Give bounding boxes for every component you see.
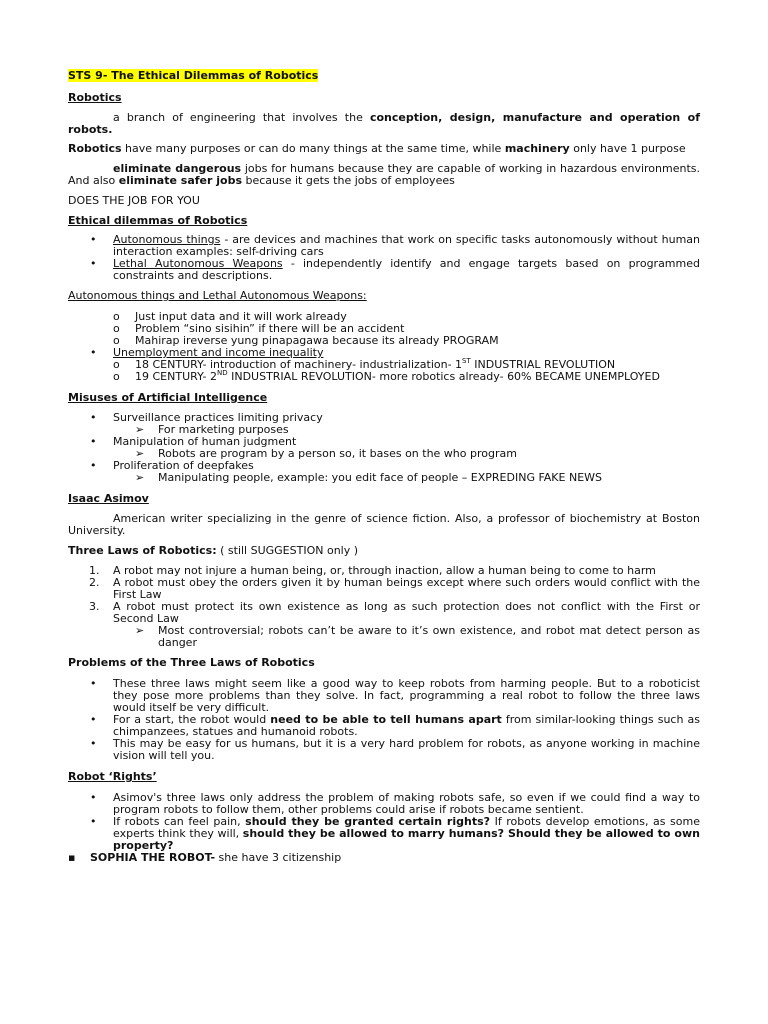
problems-list <box>68 678 700 762</box>
list-item-text: Mahirap ireverse yung pinapagawa because its already PROGRAM <box>135 334 499 347</box>
list-item-text: This may be easy for us humans, but it is a very hard problem for robots, as anyone working in machine vision will tell you. <box>113 737 700 762</box>
list-item-text: A robot must protect its own existence as long as such protection does not conflict with the First or Second Law <box>113 600 700 625</box>
list-item <box>90 713 700 738</box>
list-item <box>89 600 700 625</box>
list-item-bold: should they be allowed to marry humans? Should they be allowed to own property? <box>113 827 700 852</box>
sophia-text: she have 3 citizenship <box>215 851 342 864</box>
robotics-definition-text: a branch of engineering that involves the <box>113 111 370 124</box>
eliminate-text-1: jobs for humans because they are capable of working in hazardous environments. And also <box>68 162 700 187</box>
list-item <box>113 472 700 484</box>
ethical-bullet-list <box>68 234 700 282</box>
sophia-label: SOPHIA THE ROBOT- <box>90 851 216 864</box>
autonomous-sub-list <box>68 311 700 347</box>
list-item-text: INDUSTRIAL REVOLUTION <box>470 358 616 371</box>
autonomous-things-label: Autonomous things <box>113 233 221 246</box>
arrow-marker: ➢ <box>135 471 145 484</box>
list-item-text: If robots develop emotions, as some experts think they will, <box>113 815 700 840</box>
law-text: - independently identify and engage targets based on programmed constraints and descriptions. <box>113 257 700 282</box>
list-item <box>90 737 700 762</box>
list-item-text: Just input data and it will work already <box>135 310 347 323</box>
robotics-purpose-paragraph <box>68 143 700 155</box>
rights-list <box>68 792 700 852</box>
bullet-marker: • <box>90 346 97 359</box>
circle-marker: o <box>113 322 120 335</box>
square-marker: ▪ <box>68 851 76 864</box>
bullet-marker: • <box>90 257 97 270</box>
list-item-text: Asimov's three laws only address the problem of making robots safe, so even if we could find a way to program robots to follow them, other problems could arise if robots became sentient. <box>113 791 700 816</box>
bullet-marker: • <box>90 815 97 828</box>
robotics-definition <box>68 112 700 136</box>
superscript: ST <box>462 357 471 365</box>
number-marker: 2. <box>89 576 100 589</box>
law-label: Lethal Autonomous Weapons <box>113 257 283 270</box>
list-item-text: Most controversial; robots can’t be aware to it’s own existence, and robot mat detect person as danger <box>158 624 700 649</box>
problems-heading: Problems of the Three Laws of Robotics <box>68 656 315 669</box>
list-item <box>68 851 700 864</box>
bullet-marker: • <box>90 677 97 690</box>
unemployment-label: Unemployment and income inequality <box>113 346 324 359</box>
list-item-text: Proliferation of deepfakes <box>113 459 254 472</box>
circle-marker: o <box>113 334 120 347</box>
list-item-text: Robots are program by a person so, it bases on the who program <box>158 447 517 460</box>
list-item-text: Surveillance practices limiting privacy <box>113 411 323 424</box>
list-item <box>90 233 700 258</box>
rights-heading: Robot ‘Rights’ <box>68 770 157 783</box>
title-line <box>68 70 700 86</box>
eliminate-text-2: because it gets the jobs of employees <box>242 174 455 187</box>
list-item-text: These three laws might seem like a good way to keep robots from harming people. But to a roboticist they pose more problems than they solve. In fact, programming a real robot to follow the three laws would itself be very difficult. <box>113 677 700 714</box>
bullet-marker: • <box>90 791 97 804</box>
list-item-bold: should they be granted certain rights? <box>245 815 491 828</box>
list-item <box>113 369 700 383</box>
ethical-heading: Ethical dilemmas of Robotics <box>68 214 248 227</box>
asimov-paragraph: American writer specializing in the genre of science fiction. Also, a professor of biochemistry at Boston University. <box>68 512 700 537</box>
laws-heading-note: ( still SUGGESTION only ) <box>216 544 359 557</box>
bullet-marker: • <box>90 737 97 750</box>
bullet-marker: • <box>90 713 97 726</box>
circle-marker: o <box>113 310 120 323</box>
list-item-text: Problem “sino sisihin” if there will be an accident <box>135 322 405 335</box>
bullet-marker: • <box>90 411 97 424</box>
list-item <box>113 625 700 649</box>
list-item <box>90 257 700 282</box>
list-item-text: INDUSTRIAL REVOLUTION- more robotics already- 60% BECAME UNEMPLOYED <box>227 370 660 383</box>
purpose-text-2: only have 1 purpose <box>569 142 686 155</box>
eliminate-jobs-paragraph <box>68 163 700 187</box>
revolution-sub-list <box>68 359 700 383</box>
bullet-marker: • <box>90 233 97 246</box>
list-item <box>89 576 700 601</box>
document-title: STS 9- The Ethical Dilemmas of Robotics <box>68 69 319 82</box>
superscript: ND <box>216 369 228 377</box>
machinery-bold: machinery <box>504 142 570 155</box>
robotics-bold: Robotics <box>68 142 122 155</box>
list-item-bold: need to be able to tell humans apart <box>270 713 502 726</box>
list-item-text: For marketing purposes <box>158 423 289 436</box>
circle-marker: o <box>113 370 120 383</box>
laws-list <box>68 565 700 649</box>
sophia-list <box>68 852 700 864</box>
bullet-marker: • <box>90 435 97 448</box>
list-item-text: Manipulating people, example: you edit face of people – EXPREDING FAKE NEWS <box>158 471 603 484</box>
number-marker: 3. <box>89 600 100 613</box>
circle-marker: o <box>113 358 120 371</box>
purpose-text-1: have many purposes or can do many things at the same time, while <box>121 142 505 155</box>
list-item-text: For a start, the robot would <box>113 713 271 726</box>
bullet-marker: • <box>90 459 97 472</box>
list-item-text: Manipulation of human judgment <box>113 435 297 448</box>
laws-heading: Three Laws of Robotics: <box>68 544 217 557</box>
list-item-text: If robots can feel pain, <box>113 815 246 828</box>
list-item <box>90 677 700 714</box>
misuses-heading: Misuses of Artificial Intelligence <box>68 391 268 404</box>
eliminate-dangerous-bold: eliminate dangerous <box>113 162 242 175</box>
list-item-text: A robot must obey the orders given it by human beings except where such orders would conflict with the First Law <box>113 576 700 601</box>
autonomous-subheading-line <box>68 290 700 302</box>
list-item-text: from similar-looking things such as chimpanzees, statues and humanoid robots. <box>113 713 700 738</box>
autonomous-subheading: Autonomous things and Lethal Autonomous Weapons: <box>68 289 367 302</box>
laws-heading-line <box>68 545 700 557</box>
robotics-heading: Robotics <box>68 91 122 104</box>
document-page <box>68 70 700 864</box>
arrow-marker: ➢ <box>135 423 145 436</box>
list-item <box>90 815 700 852</box>
asimov-heading: Isaac Asimov <box>68 492 149 505</box>
list-item <box>90 791 700 816</box>
list-item-text: 19 CENTURY- 2 <box>135 370 217 383</box>
robotics-definition-bold: conception, design, manufacture and operation of robots. <box>68 111 700 136</box>
does-the-job-line: DOES THE JOB FOR YOU <box>68 194 200 207</box>
arrow-marker: ➢ <box>135 447 145 460</box>
list-item-text: 18 CENTURY- introduction of machinery- industrialization- 1 <box>135 358 463 371</box>
autonomous-things-text: - are devices and machines that work on specific tasks autonomously without human interaction examples: self-driving cars <box>113 233 700 258</box>
list-item-text: A robot may not injure a human being, or, through inaction, allow a human being to come to harm <box>113 564 656 577</box>
misuses-list <box>68 412 700 484</box>
eliminate-safer-bold: eliminate safer jobs <box>118 174 242 187</box>
number-marker: 1. <box>89 564 100 577</box>
arrow-marker: ➢ <box>135 624 145 637</box>
